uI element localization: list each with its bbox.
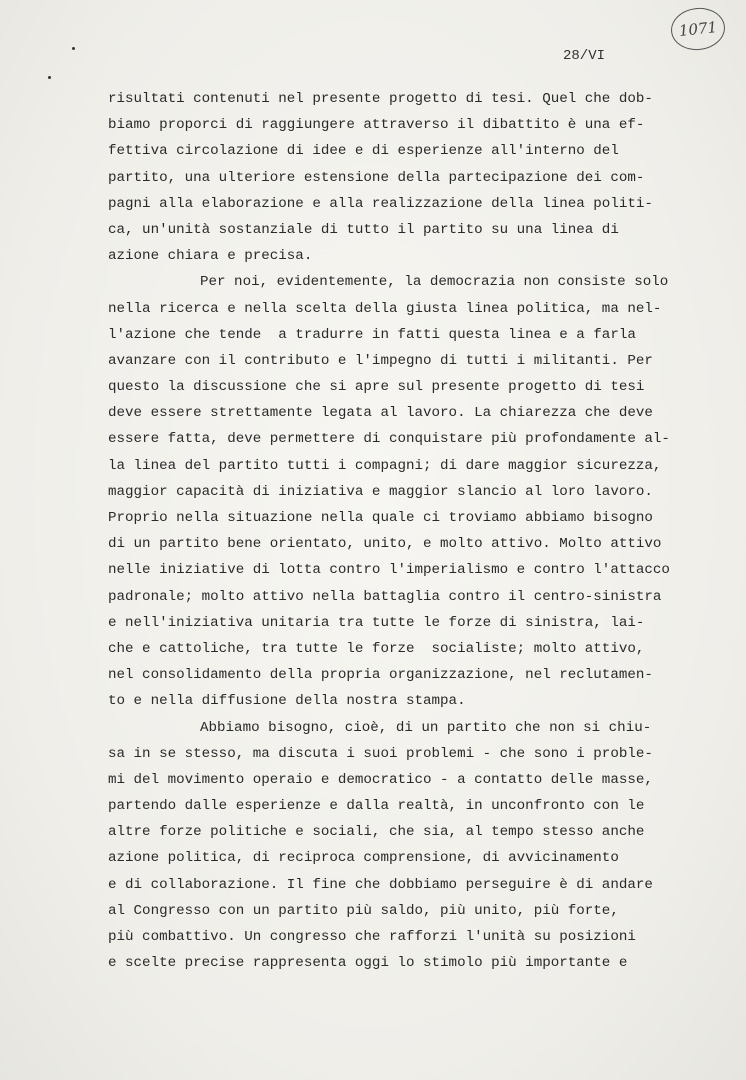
- text-line: avanzare con il contributo e l'impegno di tutti i militanti. Per: [108, 352, 653, 369]
- text-line: Proprio nella situazione nella quale ci troviamo abbiamo bisogno: [108, 510, 653, 526]
- page-number: 28/VI: [563, 48, 606, 64]
- text-line: e di collaborazione. Il fine che dobbiamo perseguire è di andare: [108, 876, 653, 893]
- text-line: nelle iniziative di lotta contro l'imperialismo e contro l'attacco: [108, 562, 670, 579]
- text-line: di un partito bene orientato, unito, e molto attivo. Molto attivo: [108, 536, 662, 553]
- text-line: Abbiamo bisogno, cioè, di un partito che non si chiu-: [200, 719, 652, 736]
- margin-mark: [48, 76, 51, 79]
- text-line: risultati contenuti nel presente progetto di tesi. Quel che dob-: [108, 91, 653, 107]
- text-line: partito, una ulteriore estensione della partecipazione dei com-: [108, 169, 645, 186]
- text-line: ca, un'unità sostanziale di tutto il partito su una linea di: [108, 221, 619, 238]
- stamp-number: 1071: [678, 18, 718, 40]
- text-line: azione chiara e precisa.: [108, 248, 313, 265]
- text-line: e scelte precise rappresenta oggi lo stimolo più importante e: [108, 955, 628, 972]
- text-line: nel consolidamento della propria organizzazione, nel reclutamen-: [108, 667, 653, 684]
- text-line: pagni alla elaborazione e alla realizzazione della linea politi-: [108, 195, 653, 212]
- text-line: partendo dalle esperienze e dalla realtà, in unconfronto con le: [108, 798, 645, 815]
- text-line: essere fatta, deve permettere di conquistare più profondamente al-: [108, 431, 670, 448]
- text-line: questo la discussione che si apre sul presente progetto di tesi: [108, 379, 645, 396]
- text-line: mi del movimento operaio e democratico - a contatto delle masse,: [108, 771, 653, 788]
- text-line: l'azione che tende a tradurre in fatti questa linea e a farla: [108, 326, 636, 343]
- text-line: sa in se stesso, ma discuta i suoi problemi - che sono i proble-: [108, 745, 653, 762]
- text-line: deve essere strettamente legata al lavoro. La chiarezza che deve: [108, 405, 653, 422]
- text-line: Per noi, evidentemente, la democrazia non consiste solo: [200, 274, 669, 291]
- body-text: [108, 86, 708, 976]
- text-line: più combattivo. Un congresso che rafforzi l'unità su posizioni: [108, 929, 636, 945]
- text-line: nella ricerca e nella scelta della giusta linea politica, ma nel-: [108, 300, 662, 317]
- text-line: che e cattoliche, tra tutte le forze socialiste; molto attivo,: [108, 640, 645, 657]
- text-line: maggior capacità di iniziativa e maggior slancio al loro lavoro.: [108, 483, 653, 500]
- text-line: altre forze politiche e sociali, che sia, al tempo stesso anche: [108, 824, 645, 841]
- text-line: biamo proporci di raggiungere attraverso il dibattito è una ef-: [108, 117, 645, 134]
- text-line: fettiva circolazione di idee e di esperienze all'interno del: [108, 143, 619, 160]
- margin-mark: [72, 47, 75, 50]
- archive-stamp: [669, 5, 727, 52]
- text-line: to e nella diffusione della nostra stampa.: [108, 693, 466, 710]
- text-line: al Congresso con un partito più saldo, più unito, più forte,: [108, 902, 619, 919]
- text-line: la linea del partito tutti i compagni; di dare maggior sicurezza,: [108, 457, 662, 474]
- text-line: padronale; molto attivo nella battaglia contro il centro-sinistra: [108, 588, 662, 605]
- text-line: e nell'iniziativa unitaria tra tutte le forze di sinistra, lai-: [108, 614, 645, 631]
- text-line: azione politica, di reciproca comprensione, di avvicinamento: [108, 850, 619, 867]
